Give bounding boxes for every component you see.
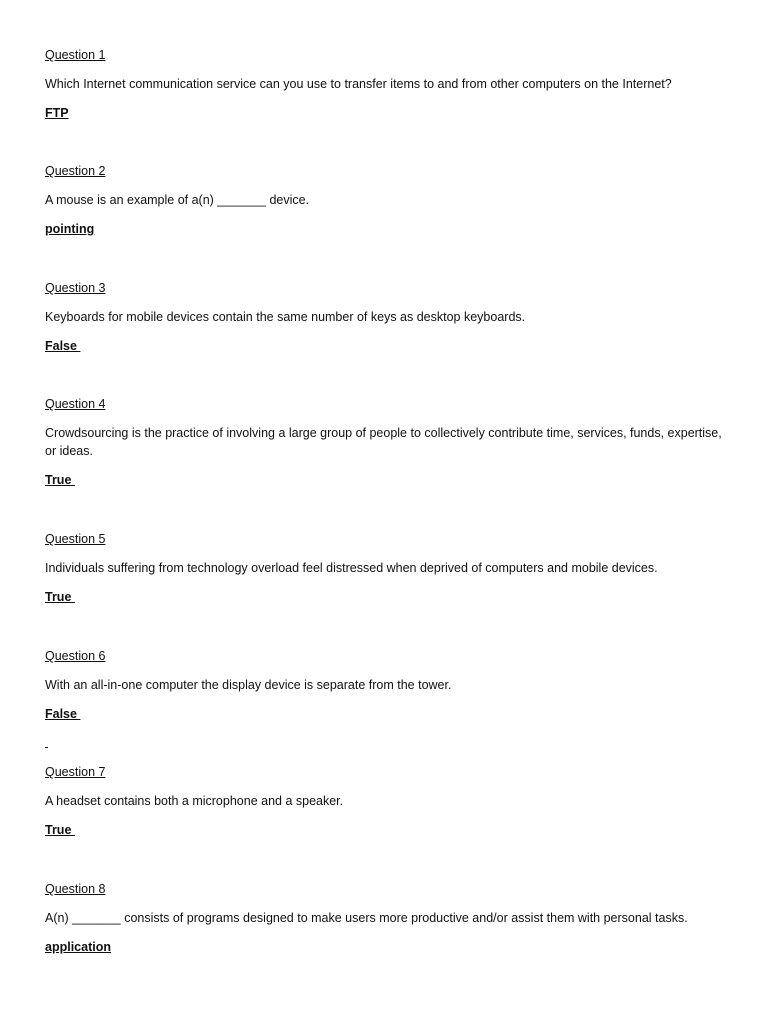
question-block-2 (45, 162, 735, 238)
question-block-7 (45, 763, 735, 839)
question-block-4 (45, 395, 735, 489)
question-title: Question 3 (45, 281, 106, 295)
question-answer: pointing (45, 222, 95, 236)
question-text: A(n) _______ consists of programs designed to make users more productive and/or assist them with personal tasks. (45, 911, 688, 925)
question-answer: False (45, 707, 81, 721)
question-text: Keyboards for mobile devices contain the same number of keys as desktop keyboards. (45, 310, 526, 324)
question-text: A headset contains both a microphone and a speaker. (45, 794, 344, 808)
question-answer: FTP (45, 106, 69, 120)
question-title: Question 5 (45, 532, 106, 546)
question-title: Question 8 (45, 882, 106, 896)
question-title: Question 7 (45, 765, 106, 779)
question-text: With an all-in-one computer the display device is separate from the tower. (45, 678, 452, 692)
question-block-3 (45, 279, 735, 355)
question-block-8 (45, 880, 735, 956)
question-block-5 (45, 530, 735, 606)
question-block-1 (45, 46, 735, 122)
stray-underline-mark (45, 747, 48, 748)
question-text: Individuals suffering from technology overload feel distressed when deprived of computers and mobile devices. (45, 561, 658, 575)
question-answer: True (45, 473, 75, 487)
question-answer: True (45, 590, 75, 604)
question-answer: application (45, 940, 111, 954)
question-text: A mouse is an example of a(n) _______ device. (45, 193, 310, 207)
question-answer: True (45, 823, 75, 837)
question-text: Crowdsourcing is the practice of involving a large group of people to collectively contribute time, services, funds, expertise, or ideas. (45, 426, 722, 458)
question-title: Question 4 (45, 397, 106, 411)
question-text: Which Internet communication service can you use to transfer items to and from other computers on the Internet? (45, 77, 672, 91)
question-title: Question 6 (45, 649, 106, 663)
question-answer: False (45, 339, 81, 353)
question-title: Question 1 (45, 48, 106, 62)
question-block-6 (45, 647, 735, 723)
question-title: Question 2 (45, 164, 106, 178)
